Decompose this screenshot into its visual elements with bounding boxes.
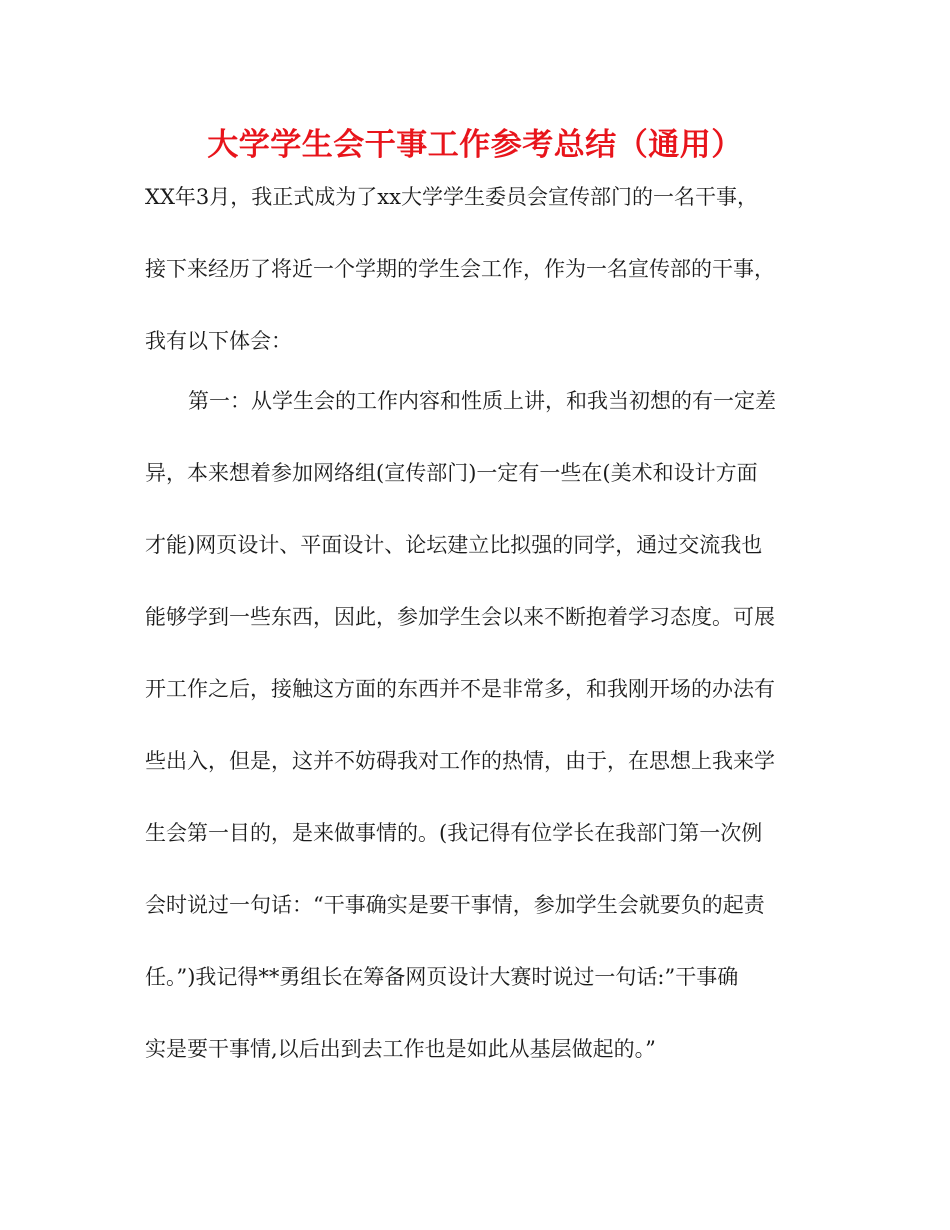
body-line-10: 生会第一目的，是来做事情的。(我记得有位学长在我部门第一次例	[145, 821, 763, 845]
document-title: 大学学生会干事工作参考总结（通用）	[207, 127, 743, 163]
body-line-5: 异，本来想着参加网络组(宣传部门)一定有一些在(美术和设计方面	[145, 461, 758, 485]
body-line-12: 任。”)我记得**勇组长在筹备网页设计大赛时说过一句话:”干事确	[145, 965, 739, 989]
body-line-13: 实是要干事情,以后出到去工作也是如此从基层做起的。”	[145, 1037, 656, 1061]
body-line-11: 会时说过一句话：“干事确实是要干事情，参加学生会就要负的起责	[145, 893, 765, 917]
body-line-8: 开工作之后，接触这方面的东西并不是非常多，和我刚开场的办法有	[145, 677, 775, 701]
body-line-2: 接下来经历了将近一个学期的学生会工作，作为一名宣传部的干事，	[145, 257, 775, 281]
body-line-7: 能够学到一些东西，因此，参加学生会以来不断抱着学习态度。可展	[145, 605, 775, 629]
body-line-6: 才能)网页设计、平面设计、论坛建立比拟强的同学，通过交流我也	[145, 533, 763, 557]
body-line-1: XX年3月，我正式成为了xx大学学生委员会宣传部门的一名干事，	[145, 185, 758, 209]
body-line-3: 我有以下体会：	[145, 329, 292, 353]
body-line-4: 第一：从学生会的工作内容和性质上讲，和我当初想的有一定差	[188, 389, 776, 413]
body-line-9: 些出入，但是，这并不妨碍我对工作的热情，由于，在思想上我来学	[145, 749, 775, 773]
